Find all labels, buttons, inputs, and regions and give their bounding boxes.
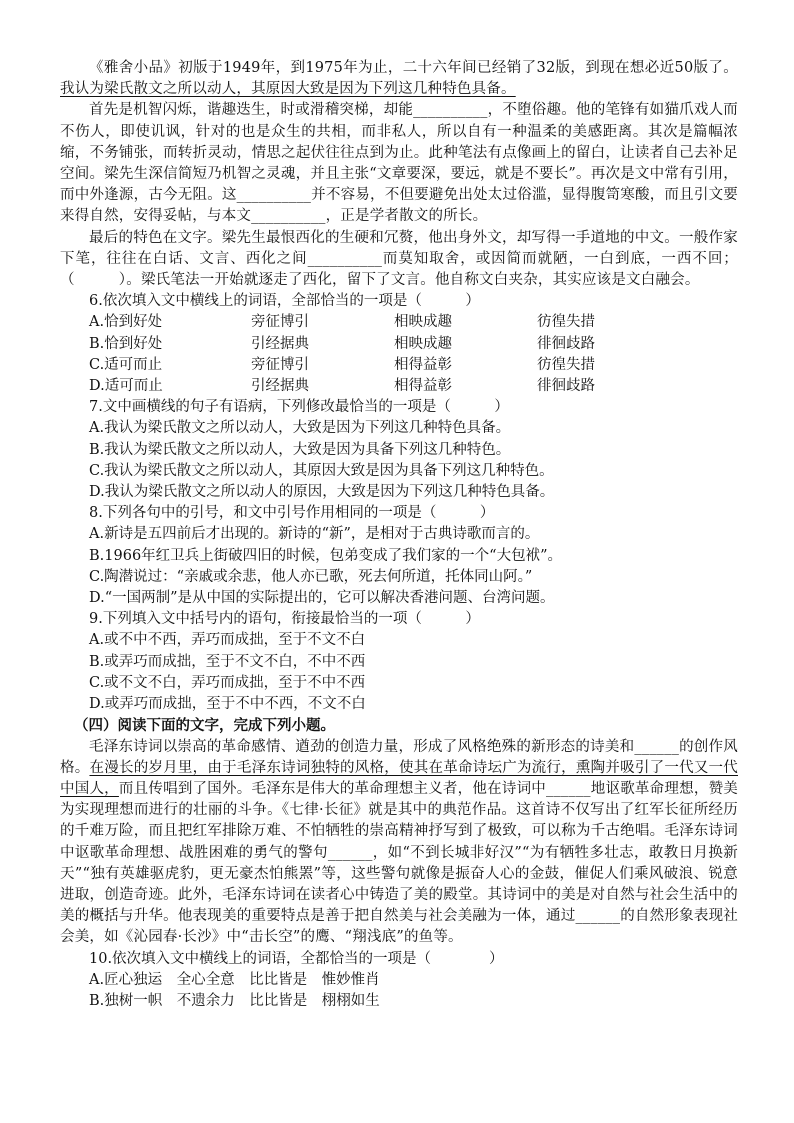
question-7-option-d: D.我认为梁氏散文之所以动人的原因，大致是因为下列这几种特色具备。 [89,484,555,501]
question-9-option-b: B.或弄巧而成拙，至于不文不白，不中不西 [89,653,366,670]
passage-paragraph-1: 《雅舍小品》初版于1949年，到1975年为止，二十六年间已经销了32版，到现在想必近50版了。我认为梁氏散文之所以动人，其原因大致是因为下列这几种特色具备。 [60,60,738,98]
question-9-option-c: C.或不文不白，弄巧而成拙，至于不中不西 [89,674,366,691]
underlined-sentence: 在漫长的岁月里，由于毛泽东诗词独特的风格，使其在革命诗坛广为流行，熏陶并吸引了一代又一代中国人， [60,759,738,797]
question-6-option-c: C.适可而止 旁征博引 相得益彰 彷徨失措 [89,356,595,373]
passage-paragraph-2: 首先是机智闪烁，谐趣迭生，时或滑稽突梯，却能__________，不堕俗趣。他的笔锋有如猫爪戏人而不伤人，即使讥讽，针对的也是众生的共相，而非私人，所以自有一种温柔的美感距离。其次是篇幅浓缩，不务铺张，而转折灵动，情思之起伏往往点到为止。此种笔法有点像画上的留白，让读者自己去补足空间。梁先生深信简短乃机智之灵魂，并且主张“文章要深，要远，就是不要长”。再次是文中常有引用，而中外逢源，古今无阻。这__________并不容易，不但要避免出处太过俗滥，显得腹笥寒酸，而且引文要来得自然，安得妥帖，与本文__________，正是学者散文的所长。 [60,102,738,225]
question-10-option-a: A.匠心独运 全心全意 比比皆是 惟妙惟肖 [89,971,380,988]
question-9-option-d: D.或弄巧而成拙，至于不中不西，不文不白 [89,696,366,713]
question-7-option-b: B.我认为梁氏散文之所以动人，大致是因为具备下列这几种特色。 [89,441,511,458]
question-10-option-b: B.独树一帜 不遗余力 比比皆是 栩栩如生 [89,992,380,1009]
question-7-stem: 7.文中画横线的句子有语病，下列修改最恰当的一项是（ ） [89,399,509,416]
question-6-option-d: D.适可而止 引经据典 相得益彰 徘徊歧路 [89,378,595,395]
section-4-heading: （四）阅读下面的文字，完成下列小题。 [74,717,335,735]
question-6-stem: 6.依次填入文中横线上的词语，全部恰当的一项是（ ） [89,293,480,310]
question-8-option-a: A.新诗是五四前后才出现的。新诗的“新”，是相对于古典诗歌而言的。 [89,526,540,543]
passage-paragraph-3: 最后的特色在文字。梁先生最恨西化的生硬和冗赘，他出身外文，却写得一手道地的中文。一般作家下笔，往往在白话、文言、西化之间__________而莫知取舍，或因简而就陋，一白到底，一西不回；（ ）。梁氏笔法一开始就逐走了西化，留下了文言。他自称文白夹杂，其实应该是文白融会。 [60,229,738,289]
question-8-option-b: B.1966年红卫兵上街破四旧的时候，包弟变成了我们家的一个“大包袱”。 [89,547,562,564]
question-8-option-c: C.陶潜说过：“亲戚或余悲，他人亦已歌，死去何所道，托体同山阿。” [89,568,533,585]
question-7-option-a: A.我认为梁氏散文之所以动人，大致是因为下列这几种特色具备。 [89,420,511,437]
question-9-option-a: A.或不中不西，弄巧而成拙，至于不文不白 [89,632,366,649]
section-4-paragraph: 毛泽东诗词以崇高的革命感情、遒劲的创造力量，形成了风格绝殊的新形态的诗美和______的创作风格。在漫长的岁月里，由于毛泽东诗词独特的风格，使其在革命诗坛广为流行，熏陶并吸引了一代又一代中国人，而且传唱到了国外。毛泽东是伟大的革命理想主义者，他在诗词中______地讴歌革命理想，赞美为实现理想而进行的壮丽的斗争。《七律·长征》就是其中的典范作品。这首诗不仅写出了红军长征所经历的千难万险，而且把红军排除万难、不怕牺牲的崇高精神抒写到了极致，可以称为千古绝唱。毛泽东诗词中讴歌革命理想、战胜困难的勇气的警句______，如“不到长城非好汉”“为有牺牲多壮志，敢教日月换新天”“独有英雄驱虎豹，更无豪杰怕熊罴”等，这些警句就像是振奋人心的金鼓，催促人们乘风破浪、锐意进取，创造奇迹。此外，毛泽东诗词在读者心中铸造了美的殿堂。其诗词中的美是对自然与社会生活中的美的概括与升华。他表现美的重要特点是善于把自然美与社会美融为一体，通过______的自然形象表现社会美，如《沁园春·长沙》中“击长空”的鹰、“翔浅底”的鱼等。 [60,738,738,946]
document-page [60,58,738,1012]
question-9-stem: 9.下列填入文中括号内的语句，衔接最恰当的一项（ ） [89,611,480,628]
question-10-stem: 10.依次填入文中横线上的词语，全都恰当的一项是（ ） [89,950,504,967]
question-7-option-c: C.我认为梁氏散文之所以动人，其原因大致是因为具备下列这几种特色。 [89,462,554,479]
question-6-option-b: B.恰到好处 引经据典 相映成趣 徘徊歧路 [89,335,595,352]
question-6-option-a: A.恰到好处 旁征博引 相映成趣 彷徨失措 [89,314,595,331]
question-8-stem: 8.下列各句中的引号，和文中引号作用相同的一项是（ ） [89,505,495,522]
underlined-sentence: 我认为梁氏散文之所以动人，其原因大致是因为下列这几种特色具备。 [60,81,516,98]
question-8-option-d: D.“一国两制”是从中国的实际提出的，它可以解决香港问题、台湾问题。 [89,590,555,607]
